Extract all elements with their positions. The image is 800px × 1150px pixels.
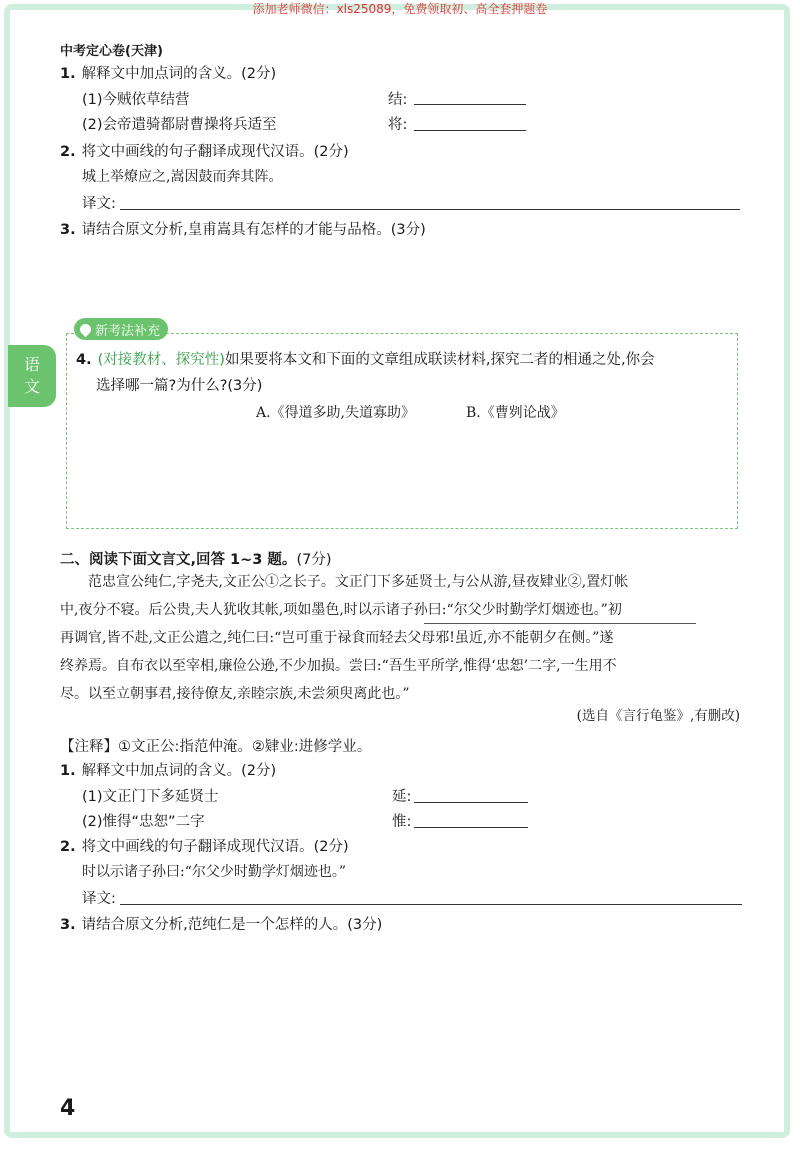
option-a: A.《得道多助,失道寡助》	[256, 405, 416, 421]
question-text: 解释文中加点词的含义。(2分)	[81, 763, 277, 779]
answer-line[interactable]	[414, 130, 526, 131]
tag-label: 新考法补充	[95, 323, 161, 339]
question-number: 2.	[60, 839, 76, 855]
translation-line[interactable]	[120, 209, 740, 210]
p1-q2-sentence: 城上举燎应之,嵩因鼓而奔其阵。	[82, 169, 283, 185]
subject-tab	[8, 345, 56, 407]
p1-question-1	[60, 62, 276, 83]
new-question-4	[76, 348, 655, 369]
subject-tab-char: 文	[23, 377, 40, 396]
passage-line: 终养焉。自布衣以至宰相,廉俭公逊,不少加损。尝曰:“吾生平所学,惟得‘忠恕’二字,一生用不	[60, 658, 617, 674]
passage-line: 中,夜分不寝。后公贵,夫人犹收其帐,项如墨色,时以示诸子孙曰:“尔父少时勤学灯烟迹也。”初	[60, 602, 622, 618]
question-text: 解释文中加点词的含义。(2分)	[81, 66, 277, 82]
p1-q1-item-2	[82, 113, 277, 134]
p1-q2-label: 译文:	[82, 196, 116, 212]
p1-question-3	[60, 218, 426, 239]
question-number: 3.	[60, 222, 76, 238]
p1-q1-label-2: 将:	[388, 117, 408, 133]
p2-question-3	[60, 913, 382, 934]
passage-source: (选自《言行龟鉴》,有删改)	[576, 708, 740, 724]
question-text: 请结合原文分析,范纯仁是一个怎样的人。(3分)	[81, 917, 383, 933]
p2-question-2	[60, 835, 349, 856]
page-header: 中考定心卷(天津)	[60, 44, 163, 59]
question-text: 将文中画线的句子翻译成现代汉语。(2分)	[81, 839, 349, 855]
p1-question-2	[60, 140, 349, 161]
section-title-text: 二、阅读下面文言文,回答 1~3 题。	[60, 552, 297, 568]
p1-q1-label-1: 结:	[388, 92, 408, 108]
question-number: 2.	[60, 144, 76, 160]
question-text: 将文中画线的句子翻译成现代汉语。(2分)	[81, 144, 349, 160]
underline-mark	[424, 623, 696, 624]
question-text: 如果要将本文和下面的文章组成联读材料,探究二者的相通之处,你会	[224, 352, 655, 368]
p2-question-1	[60, 759, 276, 780]
new-question-line2: 选择哪一篇?为什么?(3分)	[96, 378, 263, 394]
answer-line[interactable]	[414, 827, 528, 828]
answer-line[interactable]	[414, 802, 528, 803]
section-title	[60, 548, 331, 569]
subject-tab-char: 语	[23, 355, 40, 374]
p2-q2-label: 译文:	[82, 891, 116, 907]
p2-q1-item-1: (1)文正门下多延贤士	[82, 789, 219, 805]
option-b: B.《曹刿论战》	[466, 405, 565, 421]
item-text: (1)今贼依草结营	[82, 92, 190, 108]
p1-q1-item-1	[82, 88, 190, 109]
passage-line: 尽。以至立朝事君,接待僚友,亲睦宗族,未尝须臾离此也。”	[60, 686, 410, 702]
p2-q1-label-1: 延:	[392, 789, 412, 805]
p2-q2-sentence: 时以示诸子孙曰:“尔父少时勤学灯烟迹也。”	[82, 864, 347, 880]
question-number: 4.	[76, 352, 92, 368]
section-score: (7分)	[296, 552, 332, 568]
p2-q1-label-2: 惟:	[392, 814, 412, 830]
passage-line: 范忠宣公纯仁,字尧夫,文正公①之长子。文正门下多延贤士,与公从游,昼夜肄业②,置灯帐	[88, 574, 629, 590]
question-text: 请结合原文分析,皇甫嵩具有怎样的才能与品格。(3分)	[81, 222, 426, 238]
new-exam-tag	[74, 318, 168, 340]
page-number: 4	[60, 1096, 76, 1121]
item-text: (2)会帝遣骑都尉曹操将兵适至	[82, 117, 277, 133]
annotation-note: 【注释】①文正公:指范仲淹。②肄业:进修学业。	[60, 739, 372, 755]
question-highlight: (对接教材、探究性)	[97, 352, 225, 368]
question-number: 3.	[60, 917, 76, 933]
answer-line[interactable]	[414, 104, 526, 105]
question-number: 1.	[60, 763, 76, 779]
question-number: 1.	[60, 66, 76, 82]
passage-line: 再调官,皆不赴,文正公遣之,纯仁曰:“岂可重于禄食而轻去父母邪!虽近,亦不能朝夕在侧。”遂	[60, 630, 614, 646]
watermark: 添加老师微信：xls25089，免费领取初、高全套押题卷	[252, 2, 548, 16]
bulb-icon	[78, 321, 94, 337]
translation-line[interactable]	[120, 904, 742, 905]
p2-q1-item-2: (2)惟得“忠恕”二字	[82, 814, 205, 830]
